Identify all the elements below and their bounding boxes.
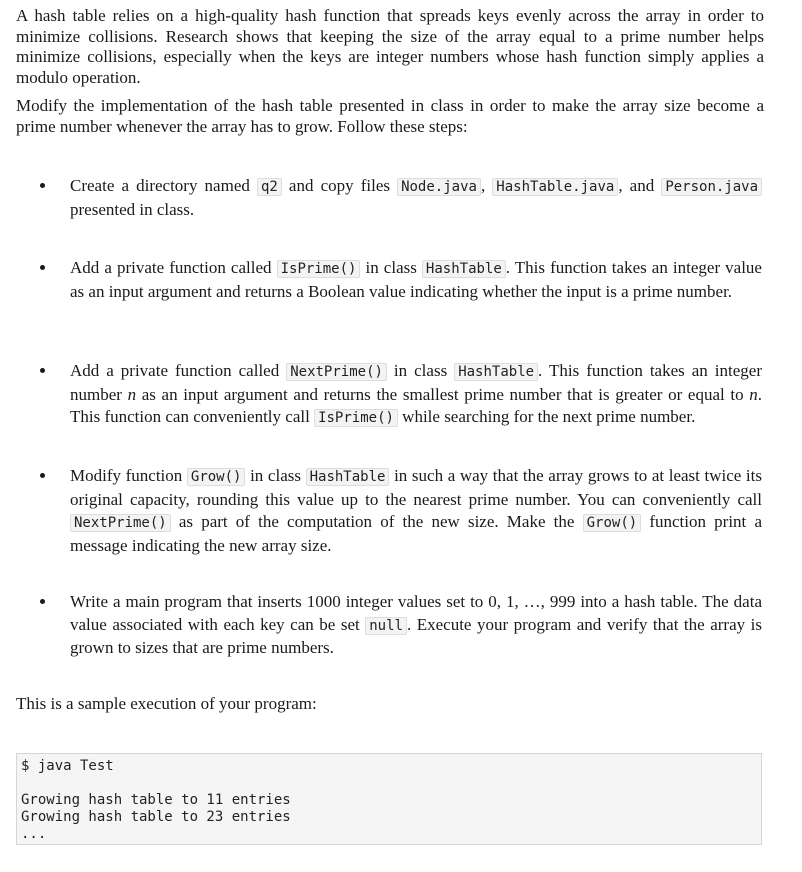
bullet-icon [40,265,45,270]
inline-code: HashTable [306,468,390,486]
inline-code: IsPrime() [314,409,398,427]
intro-paragraph: A hash table relies on a high-quality hash function that spreads keys evenly across the array in order to minimize collisions. Research shows that keeping the size of the array equal to a prime number helps minimize collisions, especially when the keys are integer numbers whose hash function simply applies a modulo operation. [16,6,764,87]
bullet-icon [40,368,45,373]
step-text: Create a directory named q2 and copy files Node.java , HashTable.java , and Person.java presented in class. [70,175,762,221]
bullet-icon [40,473,45,478]
sample-intro: This is a sample execution of your program: [16,694,317,713]
inline-code: Grow() [187,468,246,486]
inline-code: Node.java [397,178,481,196]
step-text: Add a private function called NextPrime() in class HashTable . This function takes an integer number n as an input argument and returns the smallest prime number that is greater or equal to n. This function can conveniently call IsPrime() while searching for the next prime number. [70,361,762,426]
bullet-icon [40,183,45,188]
terminal-ellipsis: ... [21,826,47,842]
inline-code: NextPrime() [70,514,171,532]
variable-n: n [127,384,137,404]
inline-code: null [365,617,407,635]
terminal-output-block [16,753,762,845]
inline-code: HashTable [454,363,538,381]
inline-code: HashTable [422,260,506,278]
bullet-icon [40,599,45,604]
inline-code: IsPrime() [277,260,361,278]
terminal-line: Growing hash table to 23 entries [21,809,291,825]
inline-code: q2 [257,178,282,196]
inline-code: Person.java [661,178,762,196]
inline-code: HashTable.java [492,178,618,196]
variable-n: n [749,384,758,404]
terminal-command: $ java Test [21,758,114,774]
step-text: Write a main program that inserts 1000 integer values set to 0, 1, …, 999 into a hash table. The data value associated with each key can be set null . Execute your program and verify that the array is grown to sizes that are prime numbers. [70,592,762,657]
inline-code: NextPrime() [286,363,387,381]
step-text: Modify function Grow() in class HashTable in such a way that the array grows to at least twice its original capacity, rounding this value up to the nearest prime number. You can conveniently call NextPrime() as part of the computation of the new size. Make the Grow() function print a message indicating the new array size. [70,466,762,555]
inline-code: Grow() [583,514,642,532]
step-text: Add a private function called IsPrime() in class HashTable . This function takes an integer value as an input argument and returns a Boolean value indicating whether the input is a prime number. [70,258,762,301]
terminal-line: Growing hash table to 11 entries [21,792,291,808]
instructions-paragraph: Modify the implementation of the hash table presented in class in order to make the array size become a prime number whenever the array has to grow. Follow these steps: [16,96,764,136]
